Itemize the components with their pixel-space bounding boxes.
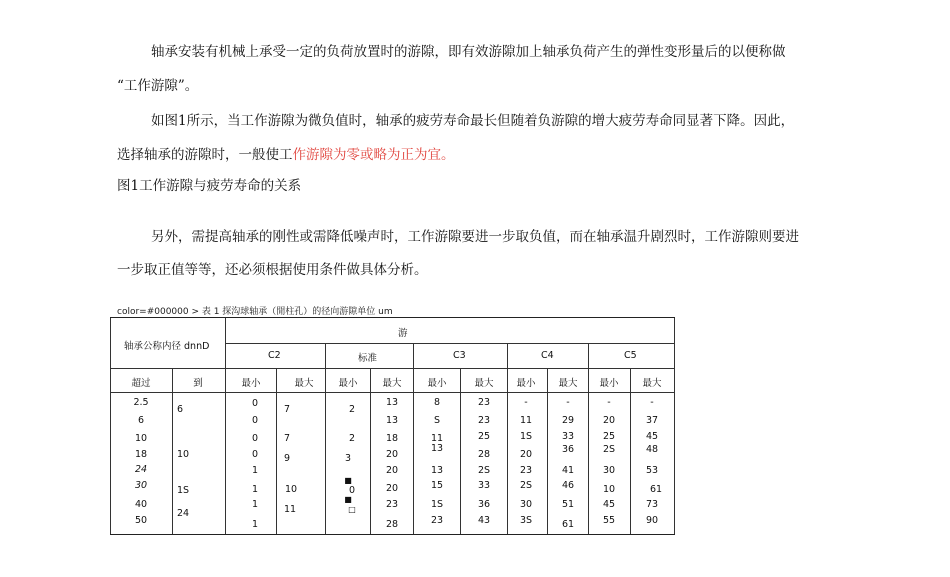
table-cell: 13 <box>385 415 399 426</box>
table-line <box>413 343 414 534</box>
table-line <box>460 368 461 534</box>
table-cell: 3S <box>519 515 533 526</box>
header-clearance: 游 <box>398 328 408 339</box>
table-cell: 20 <box>385 449 399 460</box>
table-cell: 2 <box>348 404 356 415</box>
table-cell: 18 <box>134 449 148 460</box>
table-cell: - <box>607 397 611 408</box>
para3-line1: 另外，需提高轴承的刚性或需降低噪声时，工作游隙要进一步取负值，而在轴承温升剧烈时，工作游隙则要进 <box>151 229 799 245</box>
para1-line2: “工作游隙”。 <box>117 78 199 94</box>
group-c2: C2 <box>268 350 281 361</box>
table-cell: 2 <box>348 433 356 444</box>
table-cell: 23 <box>430 515 444 526</box>
table-cell: 28 <box>385 519 399 530</box>
table-cell: 1S <box>519 431 533 442</box>
table-cell: 23 <box>477 415 491 426</box>
sub-header: 超过 <box>131 378 151 389</box>
sub-header: 最大 <box>474 378 494 389</box>
group-standard: 标准 <box>358 353 378 364</box>
sub-header: 最大 <box>294 378 314 389</box>
table-cell: 73 <box>645 499 659 510</box>
table-caption: color=#000000 > 表 1 探沟球轴承（閒柱孔）的径向游隙单位 um <box>117 307 393 317</box>
table-cell: 24 <box>134 464 148 475</box>
table-cell: 13 <box>430 465 444 476</box>
table-cell: 10 <box>134 433 148 444</box>
table-cell: 7 <box>283 433 291 444</box>
table-cell: 33 <box>477 480 491 491</box>
sub-header: 最小 <box>241 378 261 389</box>
sub-header: 最大 <box>382 378 402 389</box>
table-cell: 20 <box>602 415 616 426</box>
table-line <box>630 368 631 534</box>
table-cell: 46 <box>561 480 575 491</box>
table-cell: 41 <box>561 465 575 476</box>
para3-line2: 一步取正值等等，还必须根据使用条件做具体分析。 <box>117 262 428 278</box>
table-cell: 11 <box>519 415 533 426</box>
table-line <box>225 343 675 344</box>
figure-caption: 图1工作游隙与疲劳寿命的关系 <box>117 178 302 194</box>
table-cell: 45 <box>645 431 659 442</box>
table-cell: 10 <box>284 484 298 495</box>
sub-header: 最小 <box>338 378 358 389</box>
table-cell: 20 <box>385 465 399 476</box>
table-cell: 1 <box>251 465 259 476</box>
table-cell: 23 <box>519 465 533 476</box>
table-cell: 40 <box>134 499 148 510</box>
table-cell: 13 <box>385 397 399 408</box>
clearance-table <box>110 317 675 535</box>
table-cell: 0 <box>251 398 259 409</box>
para2-line2 <box>117 145 455 165</box>
table-cell: 6 <box>176 404 184 415</box>
table-line <box>325 343 326 534</box>
header-bore: 轴承公称内径 dnnD <box>124 341 210 352</box>
table-cell: 10 <box>602 484 616 495</box>
table-cell: 25 <box>602 431 616 442</box>
table-cell: - <box>650 397 654 408</box>
group-c4: C4 <box>541 350 554 361</box>
table-cell: - <box>566 397 570 408</box>
table-cell: 1S <box>176 485 190 496</box>
table-cell: 30 <box>134 480 148 491</box>
table-cell: 90 <box>645 515 659 526</box>
para2-highlight: 作游隙为零或略为正为宜。 <box>292 147 455 163</box>
table-cell: 2S <box>519 480 533 491</box>
table-cell: 23 <box>477 397 491 408</box>
table-cell: 55 <box>602 515 616 526</box>
table-cell: 53 <box>645 465 659 476</box>
table-cell: 1 <box>251 499 259 510</box>
sub-header: 最大 <box>558 378 578 389</box>
table-line <box>225 318 226 534</box>
table-cell: 20 <box>519 449 533 460</box>
table-cell: 61 <box>561 519 575 530</box>
table-cell: 33 <box>561 431 575 442</box>
table-line <box>110 392 675 393</box>
table-cell: 50 <box>134 515 148 526</box>
table-cell: 28 <box>477 449 491 460</box>
table-cell: 51 <box>561 499 575 510</box>
table-cell: 1 <box>251 484 259 495</box>
table-cell: 11 <box>283 504 297 515</box>
table-cell: 2S <box>477 465 491 476</box>
table-cell: 9 <box>283 453 291 464</box>
table-cell: 11 <box>430 433 444 444</box>
table-cell: 2S <box>602 444 616 455</box>
table-cell: ■ <box>344 495 352 504</box>
table-cell: 36 <box>561 444 575 455</box>
table-line <box>674 318 675 534</box>
table-cell: 15 <box>430 480 444 491</box>
table-cell: 2.5 <box>133 397 149 408</box>
table-cell: 48 <box>645 444 659 455</box>
sub-header: 到 <box>193 378 203 389</box>
table-cell: 7 <box>283 404 291 415</box>
table-cell: 13 <box>430 443 444 454</box>
table-cell: - <box>524 397 528 408</box>
table-cell: 3 <box>344 453 352 464</box>
table-cell: 36 <box>477 499 491 510</box>
table-cell: 20 <box>385 483 399 494</box>
table-cell: 1 <box>251 519 259 530</box>
table-cell: 6 <box>137 415 145 426</box>
table-cell: 0 <box>251 415 259 426</box>
para2-line2-text: 选择轴承的游隙时，一般使工 <box>117 147 293 163</box>
table-cell: 10 <box>176 449 190 460</box>
table-cell: 30 <box>519 499 533 510</box>
table-cell: 45 <box>602 499 616 510</box>
table-cell: 30 <box>602 465 616 476</box>
table-cell: 18 <box>385 433 399 444</box>
table-cell: 29 <box>561 415 575 426</box>
group-c3: C3 <box>453 350 466 361</box>
sub-header: 最小 <box>516 378 536 389</box>
table-line <box>110 368 675 369</box>
table-cell: 61 <box>649 484 663 495</box>
table-cell: 0 <box>251 449 259 460</box>
table-cell: 8 <box>433 397 441 408</box>
table-line <box>110 318 111 534</box>
sub-header: 最大 <box>642 378 662 389</box>
table-cell: S <box>433 415 441 426</box>
sub-header: 最小 <box>599 378 619 389</box>
table-cell: 1S <box>430 499 444 510</box>
table-cell: 0 <box>348 485 356 496</box>
sub-header: 最小 <box>427 378 447 389</box>
table-cell: 43 <box>477 515 491 526</box>
table-cell: □ <box>348 505 356 514</box>
table-cell: 0 <box>251 433 259 444</box>
table-cell: 25 <box>477 431 491 442</box>
table-cell: 23 <box>385 499 399 510</box>
group-c5: C5 <box>624 350 637 361</box>
table-cell: 24 <box>176 508 190 519</box>
para1-line1: 轴承安装有机械上承受一定的负荷放置时的游隙，即有效游隙加上轴承负荷产生的弹性变形量后的以便称做 <box>151 44 786 60</box>
para2-line1: 如图1所示，当工作游隙为微负值时，轴承的疲劳寿命最长但随着负游隙的增大疲劳寿命同显著下降。因此， <box>151 113 795 129</box>
table-cell: 37 <box>645 415 659 426</box>
table-cell: ■ <box>344 476 352 485</box>
